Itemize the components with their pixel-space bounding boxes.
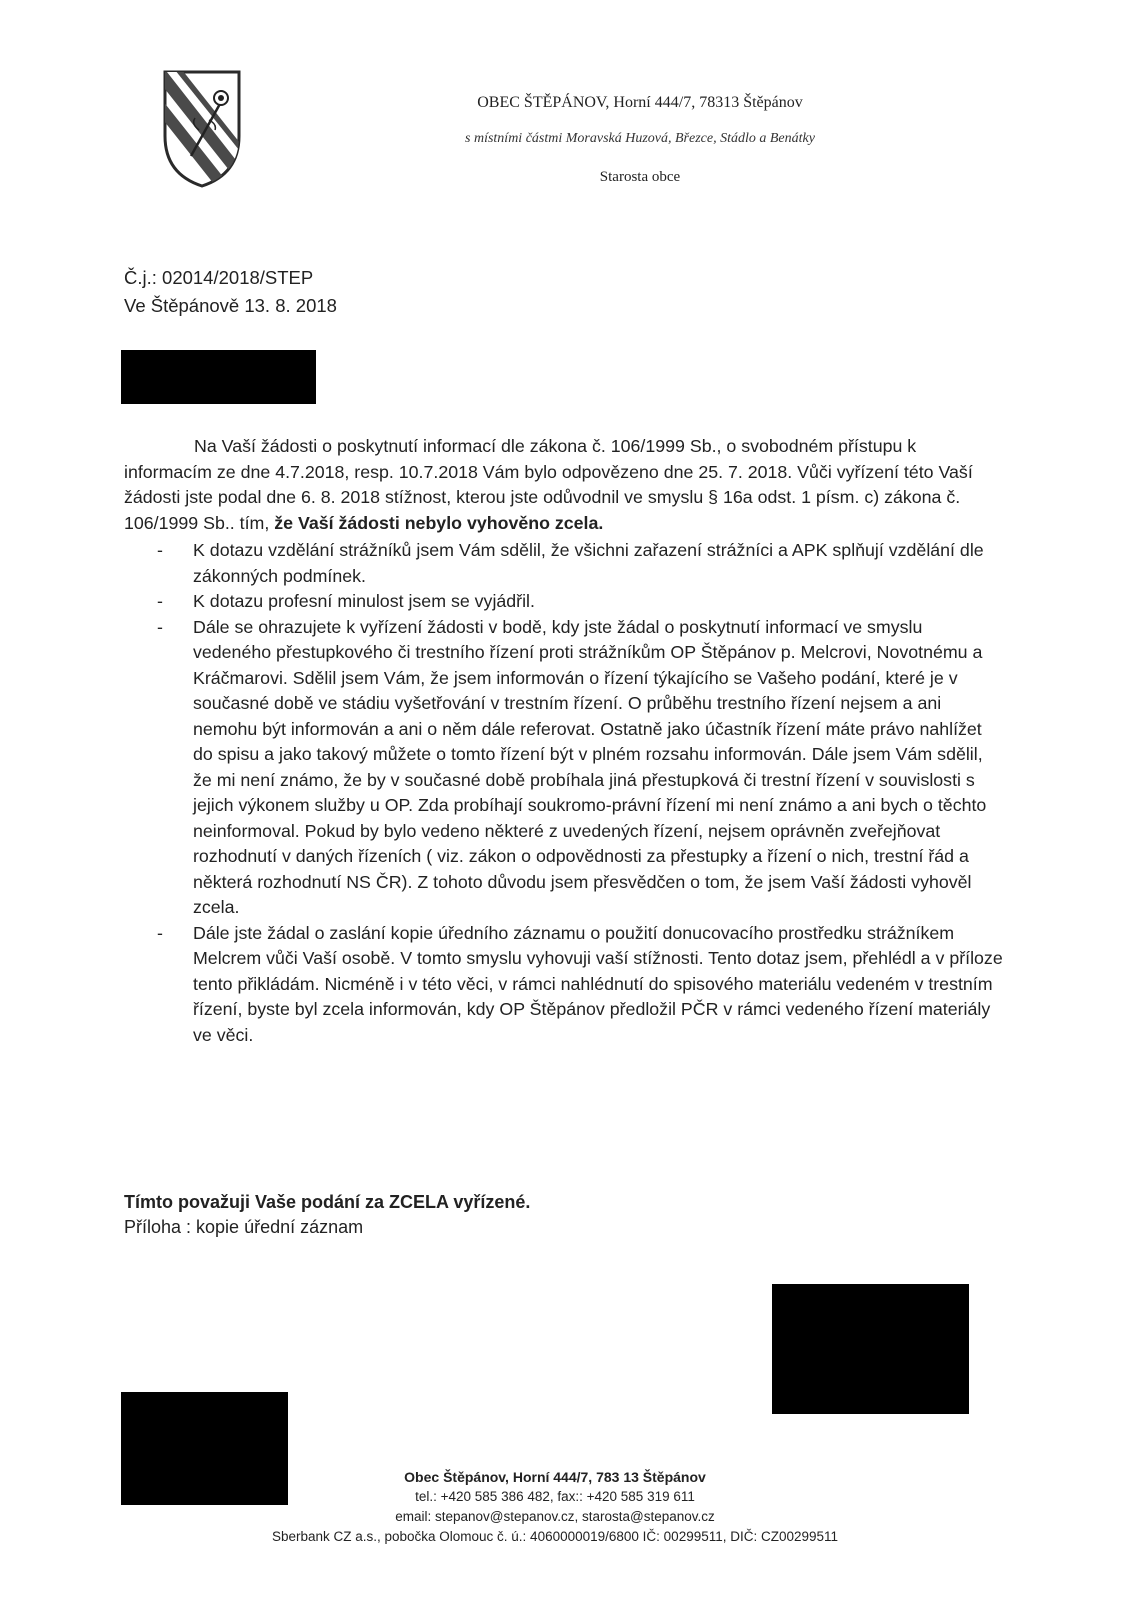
footer-organization: Obec Štěpánov, Horní 444/7, 783 13 Štěpánov — [404, 1469, 706, 1485]
list-item — [124, 589, 1004, 615]
reference-number: Č.j.: 02014/2018/STEP — [124, 267, 314, 288]
closing-block — [124, 1190, 530, 1240]
list-item — [124, 615, 1004, 921]
footer-phone: tel.: +420 585 386 482, fax:: +420 585 319 611 — [415, 1489, 695, 1504]
dash-bullet: - — [157, 540, 163, 560]
point-text: Dále jste žádal o zaslání kopie úředního záznamu o použití donucovacího prostředku strážníkem Melcrem vůči Vaší osobě. V tomto smyslu vyhovuji vaší stížnosti. Tento dotaz jsem, přehlédl a v příloze tento přikládám. Nicméně i v této věci, v rámci nahlédnutí do spisového materiálu vedeném v trestním řízení, byste byl zcela informován, kdy OP Štěpánov předložil PČR v rámci vedeného řízení materiály ve věci. — [193, 922, 1003, 1045]
attachment-note: Příloha : kopie úřední záznam — [124, 1217, 364, 1237]
intro-text: Na Vaší žádosti o poskytnutí informací dle zákona č. 106/1999 Sb., o svobodném přístupu k informacím ze dne 4.7.2018, resp. 10.7.2018 Vám bylo odpovězeno dne 25. 7. 2018. Vůči vyřízení této Vaší žádosti jste podal dne 6. 8. 2018 stížnost, kterou jste odůvodnil ve smyslu § 16a odst. 1 písm. c) zákona č. 106/1999 Sb.. tím, — [124, 436, 973, 533]
list-item — [124, 538, 1004, 589]
redacted-addressee-block — [121, 350, 316, 404]
redacted-signature — [772, 1284, 969, 1414]
sender-role: Starosta obce — [599, 169, 681, 185]
point-text: K dotazu vzdělání strážníků jsem Vám sdělil, že všichni zařazení strážníci a APK splňují vzdělání dle zákonných podmínek. — [193, 540, 984, 586]
letter-footer — [230, 1467, 880, 1547]
dash-bullet: - — [157, 616, 163, 637]
point-text: Dále se ohrazujete k vyřízení žádosti v bodě, kdy jste žádal o poskytnutí informací ve smyslu vedeného přestupkového či trestního řízení proti strážníkům OP Štěpánov p. Melcrovi, Novotnému a Kráčmarovi. Sdělil jsem Vám, že jsem informován o řízení týkajícího se Vašeho podání, které je v současné době ve stádiu vyšetřování v trestním řízení. O průběhu trestního řízení nejsem a ani nemohu být informován a ani o něm dále referovat. Ostatně jako účastník řízení máte právo nahlížet do spisu a jako takový můžete o tomto řízení být v plném rozsahu informován. Dále jsem Vám sdělil, že mi není známo, že by v současné době probíhala jiná přestupková či trestní řízení v souvislosti s jejich výkonem služby u OP. Zda probíhají soukromo-právní řízení mi není známo a ani bych o těchto neinformoval. Pokud by bylo vedeno některé z uvedených řízení, nejsem oprávněn zveřejňovat rozhodnutí v daných řízeních ( viz. zákon o odpovědnosti za přestupky a řízení o nich, trestní řád a některá rozhodnutí NS ČR). Z tohoto důvodu jsem přesvědčen o tom, že jsem Vaší žádosti vyhověl zcela. — [193, 616, 987, 917]
dash-bullet: - — [157, 591, 163, 611]
footer-email: email: stepanov@stepanov.cz, starosta@stepanov.cz — [395, 1509, 715, 1524]
point-text: K dotazu profesní minulost jsem se vyjádřil. — [193, 591, 535, 611]
list-item — [124, 921, 1004, 1049]
intro-bold-text: že Vaší žádosti nebylo vyhověno zcela. — [274, 512, 604, 533]
closing-statement: Tímto považuji Vaše podání za ZCELA vyřízené. — [124, 1192, 531, 1212]
dash-bullet: - — [157, 922, 163, 943]
letter-body — [124, 434, 1004, 1048]
organization-name: OBEC ŠTĚPÁNOV, Horní 444/7, 78313 Štěpánov — [477, 94, 803, 111]
municipal-coat-of-arms-icon — [163, 70, 241, 188]
place-and-date: Ve Štěpánově 13. 8. 2018 — [124, 295, 337, 316]
response-points-list — [124, 538, 1004, 1048]
organization-subtitle: s místními částmi Moravská Huzová, Březce, Stádlo a Benátky — [465, 131, 815, 146]
intro-paragraph — [124, 434, 1004, 536]
footer-bank: Sberbank CZ a.s., pobočka Olomouc č. ú.: 4060000019/6800 IČ: 00299511, DIČ: CZ00299511 — [271, 1529, 839, 1544]
